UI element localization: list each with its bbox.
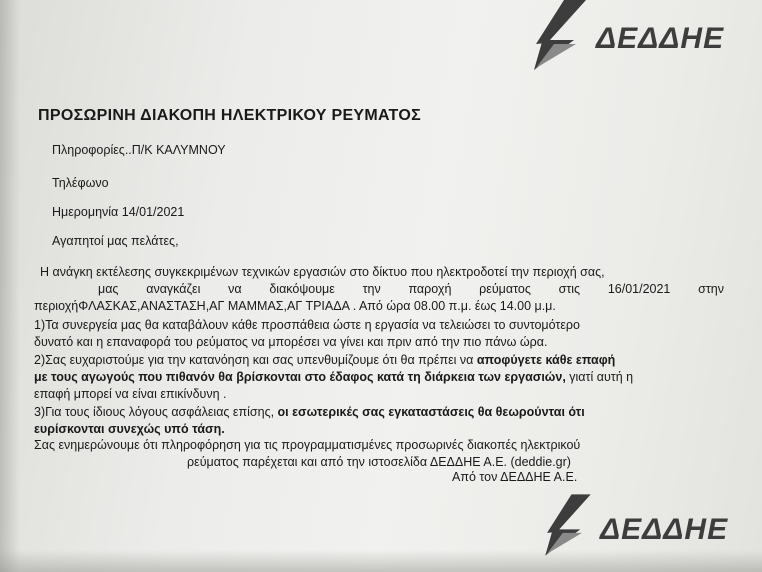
page-shadow [0,0,20,572]
point-3-line-1-bold: οι εσωτερικές σας εγκαταστάσεις θα θεωρούνται ότι [277,405,585,419]
logo-text: ΔΕΔΔΗΕ [596,22,725,55]
point-3-paragraph [34,404,724,438]
point-2-line-1 [34,352,724,369]
closing-line-2: ρεύματος παρέχεται και από την ιστοσελίδα ΔΕΔΔΗΕ Α.Ε. (deddie.gr) [187,455,571,469]
point-2-line-1-bold: αποφύγετε κάθε επαφή [476,353,616,367]
lightning-logo-icon [528,0,592,70]
deddie-logo-bottom [540,494,728,556]
point-2-line-2-bold: με τους αγωγούς που πιθανόν θα βρίσκονται στο έδαφος κατά τη διάρκεια των εργασιών, [34,370,566,384]
closing-line-1: Σας ενημερώνουμε ότι πληροφόρηση για τις προγραμματισμένες προσωρινές διακοπές ηλεκτρικού [34,438,581,452]
phone-line: Τηλέφωνο [52,176,109,190]
point-2-line-1-text: 2)Σας ευχαριστούμε για την κατανόηση και σας υπενθυμίζουμε ότι θα πρέπει να [34,353,477,367]
point-2-paragraph [34,352,724,403]
greeting: Αγαπητοί μας πελάτες, [52,234,179,248]
info-line: Πληροφορίες..Π/Κ ΚΑΛΥΜΝΟΥ [52,143,226,157]
logo-text: ΔΕΔΔΗΕ [600,513,729,546]
closing-paragraph [34,437,724,471]
intro-line-3: περιοχήΦΛΑΣΚΑΣ,ΑΝΑΣΤΑΣΗ,ΑΓ ΜΑΜΜΑΣ,ΑΓ ΤΡΙΑΔΑ . Από ώρα 08.00 π.μ. έως 14.00 μ.μ. [34,299,556,313]
point-2-line-3: επαφή μπορεί να είναι επικίνδυνη . [34,387,227,401]
point-1-line-2: δυνατό και η επαναφορά του ρεύματος να μπορέσει να γίνει και πριν από την πιο πάνω ώρα. [34,335,548,349]
point-3-line-2 [34,421,724,438]
lightning-logo-icon [540,494,596,556]
signature: Από τον ΔΕΔΔΗΕ Α.Ε. [452,470,578,484]
deddie-logo-top [528,0,724,70]
point-3-line-1 [34,404,724,421]
point-2-line-2-text: γιατί αυτή η [565,370,634,384]
point-1-paragraph [34,317,724,351]
intro-paragraph [34,264,724,315]
intro-line-2: μας αναγκάζει να διακόψουμε την παροχή ρεύματος στις 16/01/2021 στην [98,282,724,296]
point-2-line-2 [34,369,724,386]
intro-line-1: Η ανάγκη εκτέλεσης συγκεκριμένων τεχνικών εργασιών στο δίκτυο που ηλεκτροδοτεί την περιοχή σας, [40,265,605,279]
date-line: Ημερομηνία 14/01/2021 [52,205,185,219]
point-3-line-2-bold: ευρίσκονται συνεχώς υπό τάση. [34,422,225,436]
point-1-line-1: 1)Τα συνεργεία μας θα καταβάλουν κάθε προσπάθεια ώστε η εργασία να τελειώσει το συντομότερο [34,318,580,332]
page-title: ΠΡΟΣΩΡΙΝΗ ΔΙΑΚΟΠΗ ΗΛΕΚΤΡΙΚΟΥ ΡΕΥΜΑΤΟΣ [38,107,421,124]
point-3-line-1-text: 3)Για τους ίδιους λόγους ασφάλειας επίσης, [34,405,278,419]
